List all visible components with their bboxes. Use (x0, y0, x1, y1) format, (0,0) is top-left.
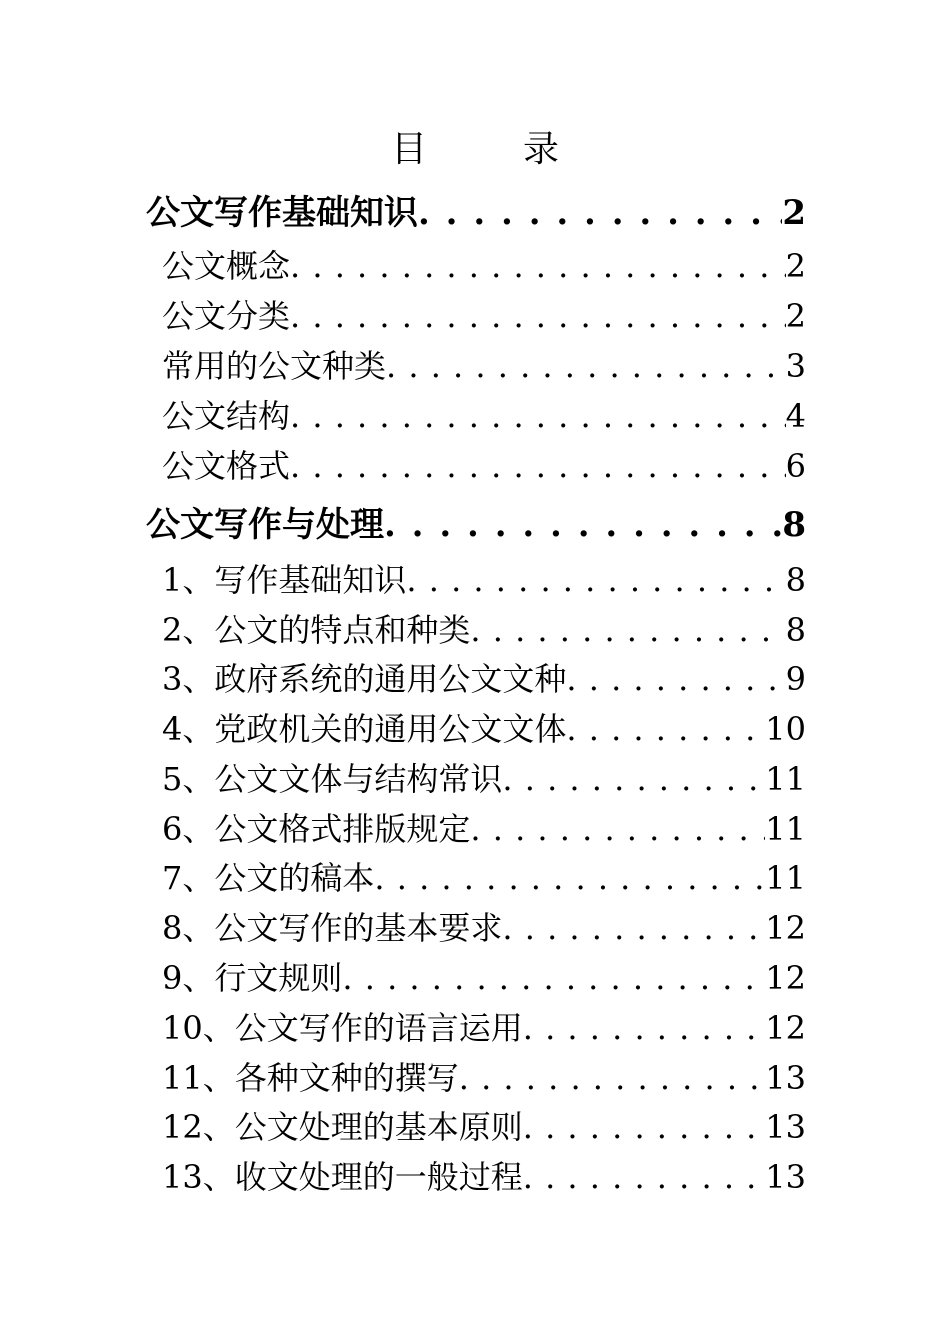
dot-leader (470, 808, 765, 850)
dot-leader (384, 503, 782, 547)
toc-page-number: 13 (765, 1158, 806, 1196)
dot-leader (459, 1057, 766, 1099)
toc-page-number: 4 (785, 397, 806, 435)
dot-leader (502, 907, 765, 949)
dot-leader (566, 658, 785, 700)
toc-page-number: 8 (785, 611, 806, 649)
dot-leader (342, 957, 765, 999)
toc-item-label: 公文分类 (162, 297, 291, 335)
toc-section-label: 公文写作基础知识 (146, 193, 418, 233)
toc-item-label: 5、公文文体与结构常识 (162, 760, 503, 798)
toc-page-number: 13 (765, 1059, 806, 1097)
dot-leader (406, 559, 785, 601)
toc-title: 目 录 (390, 129, 589, 170)
toc-page-number: 8 (785, 561, 806, 599)
toc-item[interactable] (162, 857, 806, 899)
toc-item-label: 常用的公文种类 (162, 347, 387, 385)
toc-item[interactable] (162, 345, 806, 387)
toc-page-number: 12 (765, 959, 806, 997)
toc-item[interactable] (162, 609, 806, 651)
toc-page-number: 3 (785, 347, 806, 385)
toc-item-label: 公文结构 (162, 397, 291, 435)
toc-page-number: 11 (765, 760, 806, 798)
toc-item[interactable] (162, 907, 806, 949)
toc-section-label: 公文写作与处理 (146, 505, 384, 545)
toc-page-number: 13 (765, 1108, 806, 1146)
toc-item-label: 9、行文规则 (162, 959, 343, 997)
toc-page-number: 12 (765, 1009, 806, 1047)
dot-leader (418, 191, 782, 235)
toc-page-number: 9 (785, 660, 806, 698)
toc-item[interactable] (162, 1007, 806, 1049)
dot-leader (374, 857, 765, 899)
dot-leader (386, 345, 786, 387)
toc-page-number: 11 (765, 859, 806, 897)
toc-item[interactable] (162, 808, 806, 850)
toc-item[interactable] (162, 1156, 806, 1198)
toc-item-label: 6、公文格式排版规定 (162, 810, 471, 848)
toc-item-label: 公文概念 (162, 247, 291, 285)
dot-leader (523, 1007, 766, 1049)
dot-leader (290, 245, 786, 287)
toc-page-number: 2 (785, 297, 806, 335)
toc-page-number: 8 (782, 505, 806, 545)
dot-leader (502, 758, 765, 800)
toc-item-label: 11、各种文种的撰写 (162, 1059, 459, 1097)
dot-leader (523, 1106, 766, 1148)
toc-item[interactable] (162, 957, 806, 999)
toc-page-number: 10 (765, 710, 806, 748)
toc-section-1[interactable] (146, 191, 806, 235)
toc-item-label: 4、党政机关的通用公文文体 (162, 710, 567, 748)
dot-leader (523, 1156, 766, 1198)
toc-item[interactable] (162, 445, 806, 487)
toc-item-label: 8、公文写作的基本要求 (162, 909, 503, 947)
dot-leader (290, 445, 786, 487)
toc-item[interactable] (162, 708, 806, 750)
toc-item-label: 13、收文处理的一般过程 (162, 1158, 523, 1196)
toc-page-number: 6 (785, 447, 806, 485)
toc-item[interactable] (162, 245, 806, 287)
dot-leader (470, 609, 785, 651)
toc-item-label: 12、公文处理的基本原则 (162, 1108, 523, 1146)
toc-section-2[interactable] (146, 503, 806, 547)
toc-item[interactable] (162, 1057, 806, 1099)
toc-page-number: 2 (782, 193, 806, 233)
toc-item-label: 7、公文的稿本 (162, 859, 375, 897)
toc-item[interactable] (162, 658, 806, 700)
toc-page-number: 2 (785, 247, 806, 285)
toc-item[interactable] (162, 559, 806, 601)
toc-item-label: 2、公文的特点和种类 (162, 611, 471, 649)
toc-item[interactable] (162, 1106, 806, 1148)
toc-item-label: 10、公文写作的语言运用 (162, 1009, 523, 1047)
toc-page-number: 11 (765, 810, 806, 848)
toc-item-label: 公文格式 (162, 447, 291, 485)
toc-item[interactable] (162, 295, 806, 337)
toc-item[interactable] (162, 395, 806, 437)
dot-leader (566, 708, 765, 750)
dot-leader (290, 295, 786, 337)
toc-page-number: 12 (765, 909, 806, 947)
toc-item[interactable] (162, 758, 806, 800)
dot-leader (290, 395, 786, 437)
toc-item-label: 3、政府系统的通用公文文种 (162, 660, 567, 698)
toc-item-label: 1、写作基础知识 (162, 561, 407, 599)
